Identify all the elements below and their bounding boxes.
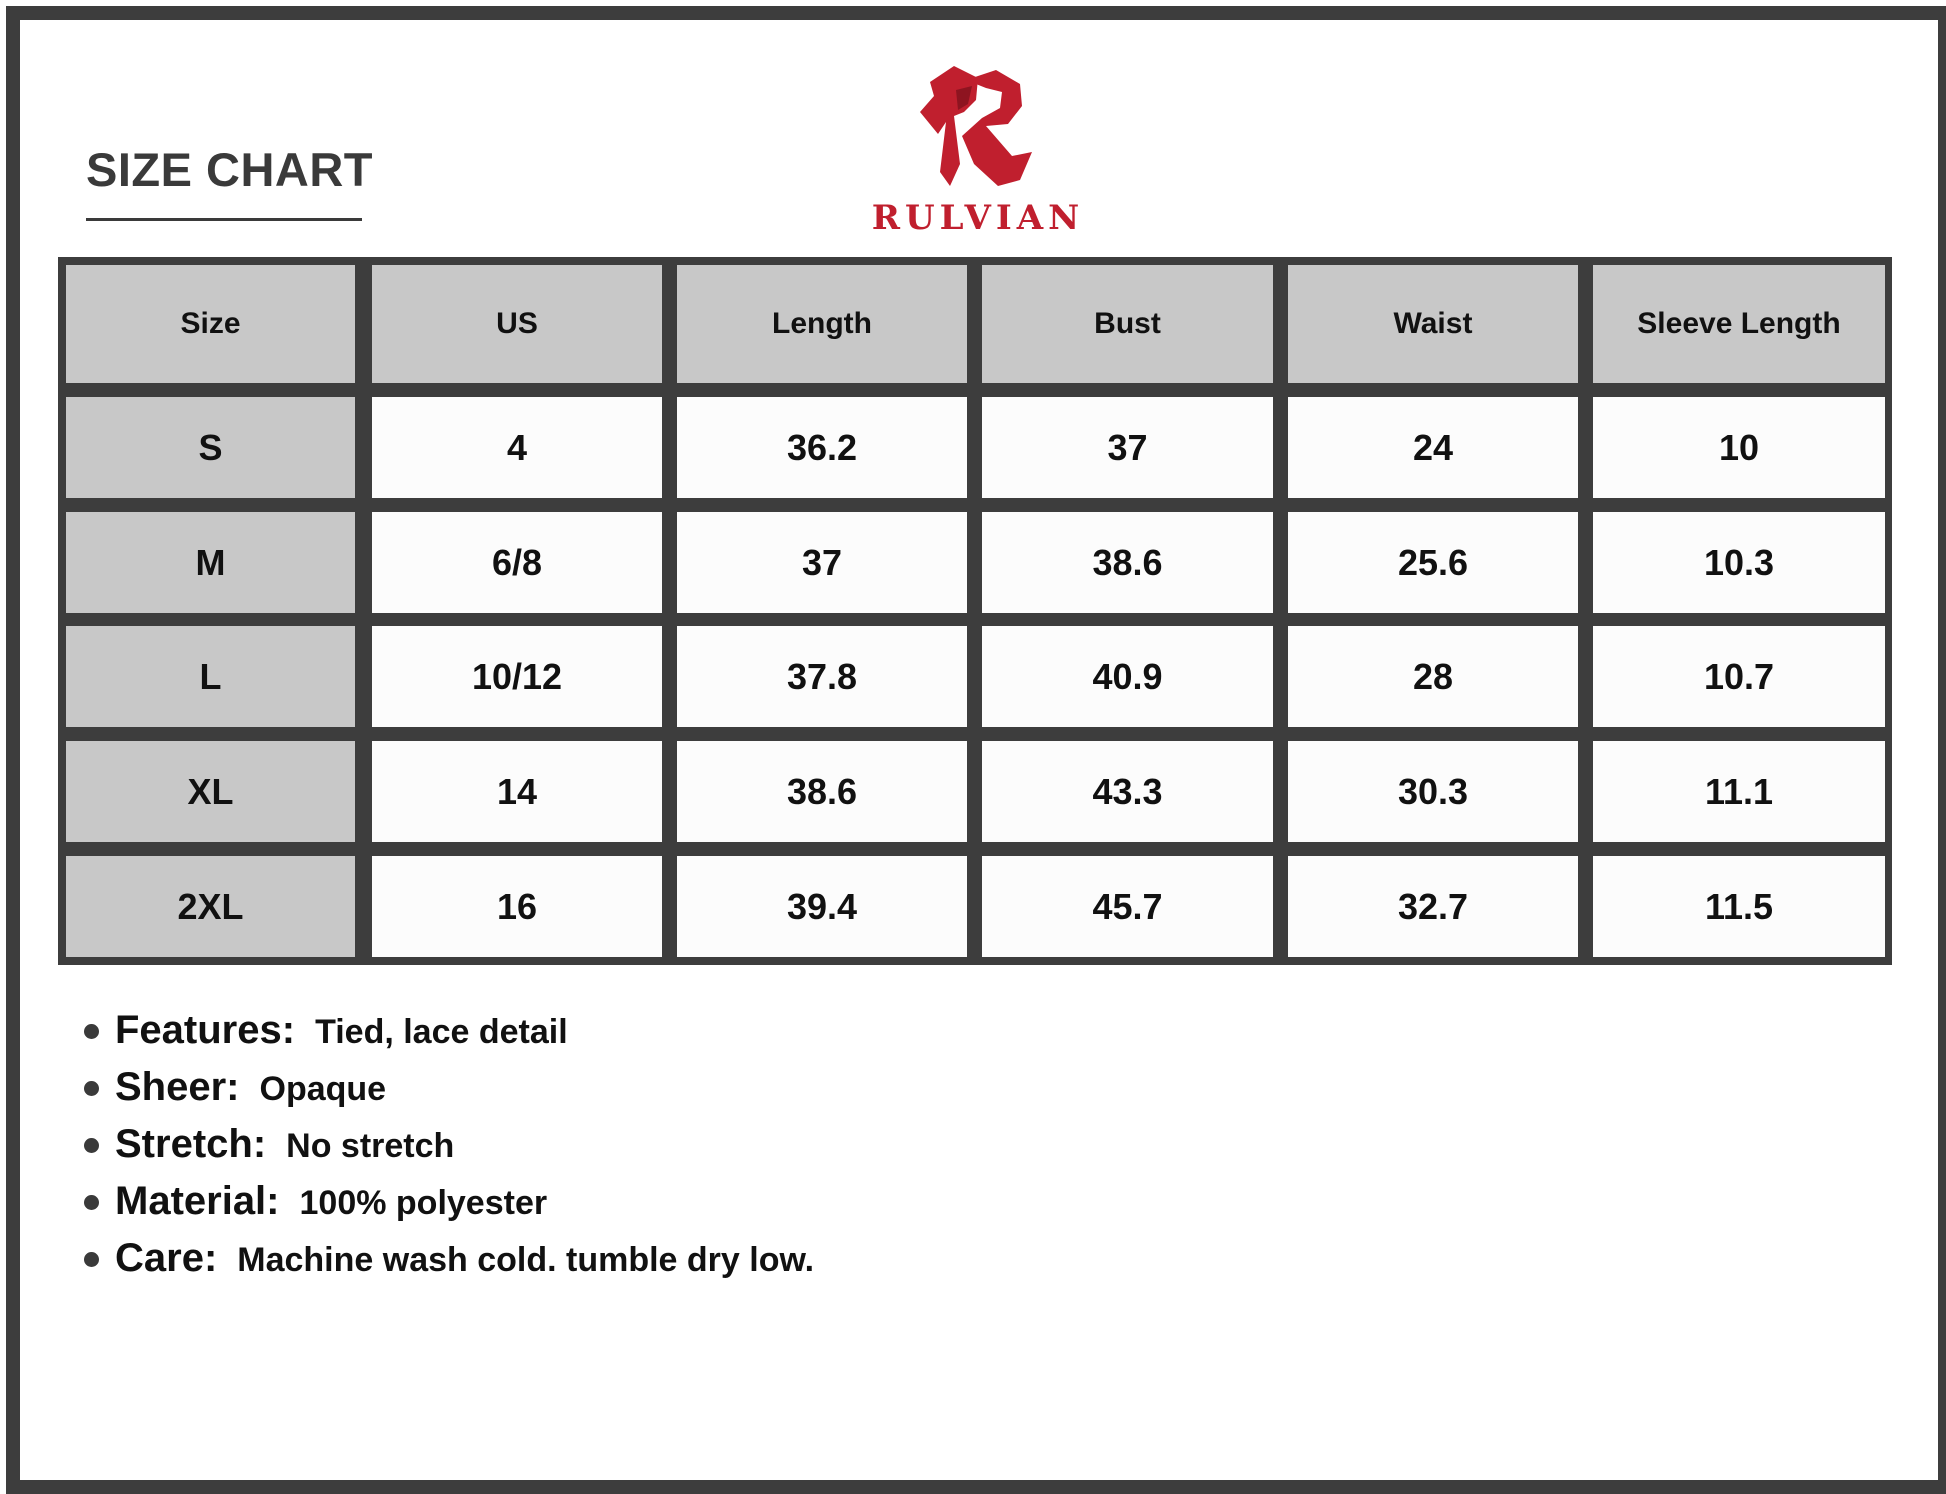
bullet-icon <box>84 1138 99 1153</box>
feature-label: Sheer: <box>115 1065 240 1109</box>
feature-item <box>84 1065 814 1122</box>
table-header-cell: Length <box>677 265 967 383</box>
features-list <box>84 1008 814 1293</box>
table-cell: 6/8 <box>372 512 662 613</box>
brand-logo <box>858 60 1098 238</box>
bullet-icon <box>84 1081 99 1096</box>
table-header-cell: Bust <box>982 265 1273 383</box>
table-header-cell: Sleeve Length <box>1593 265 1885 383</box>
bullet-icon <box>84 1024 99 1039</box>
table-header-cell: Size <box>66 265 355 383</box>
feature-value: Opaque <box>259 1070 387 1108</box>
table-cell: 30.3 <box>1288 741 1578 842</box>
table-cell: 45.7 <box>982 856 1273 957</box>
table-cell: 37 <box>982 397 1273 498</box>
size-chart-table <box>58 257 1892 965</box>
feature-label: Material: <box>115 1179 280 1223</box>
table-cell: 25.6 <box>1288 512 1578 613</box>
table-header-cell: US <box>372 265 662 383</box>
page-title: SIZE CHART <box>86 143 373 196</box>
table-cell: 38.6 <box>982 512 1273 613</box>
table-cell: 32.7 <box>1288 856 1578 957</box>
table-cell: 14 <box>372 741 662 842</box>
size-label-cell: XL <box>66 741 355 842</box>
table-cell: 10/12 <box>372 626 662 727</box>
table-cell: 37 <box>677 512 967 613</box>
table-cell: 4 <box>372 397 662 498</box>
title-underline <box>86 218 362 221</box>
size-label-cell: 2XL <box>66 856 355 957</box>
table-cell: 24 <box>1288 397 1578 498</box>
table-cell: 40.9 <box>982 626 1273 727</box>
feature-label: Features: <box>115 1008 296 1052</box>
table-cell: 10.3 <box>1593 512 1885 613</box>
brand-name: RULVIAN <box>871 198 1085 238</box>
table-cell: 11.5 <box>1593 856 1885 957</box>
table-cell: 43.3 <box>982 741 1273 842</box>
feature-value: No stretch <box>286 1127 455 1165</box>
table-cell: 37.8 <box>677 626 967 727</box>
table-cell: 16 <box>372 856 662 957</box>
size-label-cell: S <box>66 397 355 498</box>
table-cell: 28 <box>1288 626 1578 727</box>
bullet-icon <box>84 1252 99 1267</box>
feature-value: Machine wash cold. tumble dry low. <box>237 1241 815 1279</box>
table-header-cell: Waist <box>1288 265 1578 383</box>
feature-label: Care: <box>115 1236 218 1280</box>
feature-value: 100% polyester <box>299 1184 548 1222</box>
feature-label: Stretch: <box>115 1122 267 1166</box>
size-label-cell: L <box>66 626 355 727</box>
brand-r-monogram-icon <box>916 60 1040 192</box>
table-cell: 10.7 <box>1593 626 1885 727</box>
table-cell: 10 <box>1593 397 1885 498</box>
table-cell: 38.6 <box>677 741 967 842</box>
feature-item <box>84 1008 814 1065</box>
bullet-icon <box>84 1195 99 1210</box>
size-label-cell: M <box>66 512 355 613</box>
feature-item <box>84 1179 814 1236</box>
feature-item <box>84 1236 814 1293</box>
feature-value: Tied, lace detail <box>315 1013 568 1051</box>
table-cell: 36.2 <box>677 397 967 498</box>
feature-item <box>84 1122 814 1179</box>
table-cell: 11.1 <box>1593 741 1885 842</box>
table-cell: 39.4 <box>677 856 967 957</box>
